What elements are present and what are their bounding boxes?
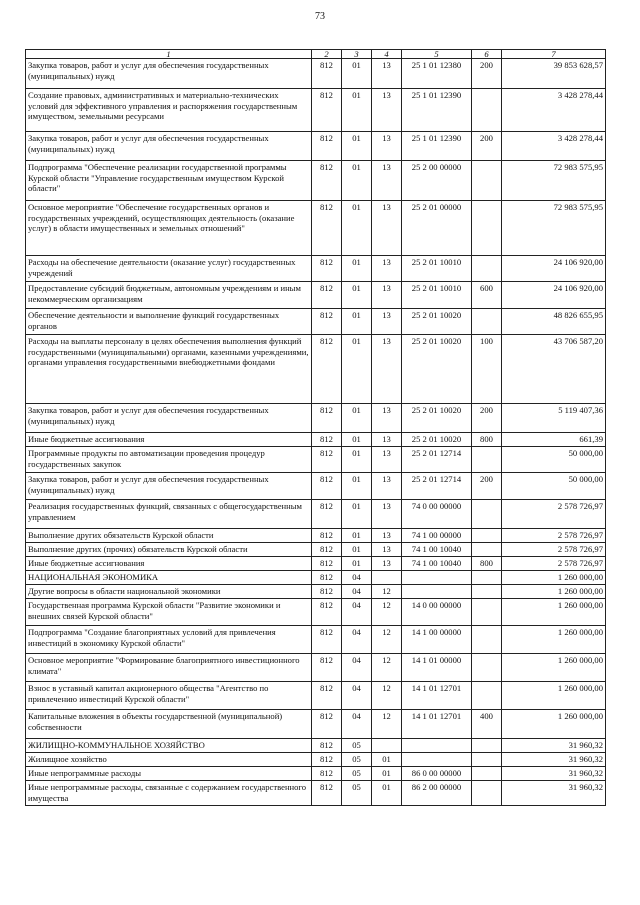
- row-name: Расходы на обеспечение деятельности (оказание услуг) государственных учреждений: [26, 256, 312, 282]
- row-subsection: 01: [372, 767, 402, 781]
- row-target-code: 74 1 00 10040: [402, 557, 472, 571]
- row-subsection: 13: [372, 335, 402, 404]
- table-row: [26, 739, 606, 753]
- table-row: [26, 59, 606, 89]
- row-section: 04: [342, 626, 372, 654]
- table-row: [26, 571, 606, 585]
- row-expense-type: [472, 781, 502, 806]
- row-amount: 2 578 726,97: [502, 557, 606, 571]
- row-admin-code: 812: [312, 309, 342, 335]
- row-name: Основное мероприятие "Формирование благоприятного инвестиционного климата": [26, 654, 312, 682]
- table-row: [26, 781, 606, 806]
- row-admin-code: 812: [312, 500, 342, 529]
- row-admin-code: 812: [312, 781, 342, 806]
- row-amount: 1 260 000,00: [502, 654, 606, 682]
- row-subsection: 13: [372, 201, 402, 256]
- row-section: 05: [342, 739, 372, 753]
- table-row: [26, 473, 606, 500]
- table-row: [26, 557, 606, 571]
- row-section: 04: [342, 585, 372, 599]
- row-amount: 1 260 000,00: [502, 626, 606, 654]
- table-row: [26, 161, 606, 201]
- row-expense-type: [472, 201, 502, 256]
- row-subsection: 13: [372, 473, 402, 500]
- row-amount: 2 578 726,97: [502, 543, 606, 557]
- row-target-code: 25 2 00 00000: [402, 161, 472, 201]
- row-subsection: 13: [372, 433, 402, 447]
- row-name: Подпрограмма "Создание благоприятных условий для привлечения инвестиций в экономику Курской области": [26, 626, 312, 654]
- row-target-code: 25 2 01 10020: [402, 433, 472, 447]
- table-row: [26, 753, 606, 767]
- table-row: [26, 256, 606, 282]
- row-subsection: 12: [372, 626, 402, 654]
- row-expense-type: 200: [472, 404, 502, 433]
- row-expense-type: 200: [472, 473, 502, 500]
- row-target-code: 25 2 01 10020: [402, 404, 472, 433]
- row-section: 05: [342, 781, 372, 806]
- row-target-code: 74 0 00 00000: [402, 500, 472, 529]
- row-subsection: 13: [372, 309, 402, 335]
- table-row: [26, 201, 606, 256]
- row-subsection: 13: [372, 543, 402, 557]
- row-expense-type: [472, 682, 502, 710]
- row-expense-type: [472, 585, 502, 599]
- row-subsection: 13: [372, 132, 402, 161]
- row-name: Иные непрограммные расходы, связанные с содержанием государственного имущества: [26, 781, 312, 806]
- row-admin-code: 812: [312, 571, 342, 585]
- row-target-code: 25 2 01 12714: [402, 473, 472, 500]
- row-section: 05: [342, 767, 372, 781]
- row-section: 01: [342, 309, 372, 335]
- row-subsection: 12: [372, 710, 402, 739]
- row-admin-code: 812: [312, 753, 342, 767]
- table-row: [26, 433, 606, 447]
- row-section: 05: [342, 753, 372, 767]
- row-name: ЖИЛИЩНО-КОММУНАЛЬНОЕ ХОЗЯЙСТВО: [26, 739, 312, 753]
- row-subsection: 13: [372, 404, 402, 433]
- row-name: Создание правовых, административных и материально-технических условий для эффективного управления и распоряжения государственным имуществом, земельными ресурсами: [26, 89, 312, 132]
- row-name: Обеспечение деятельности и выполнение функций государственных органов: [26, 309, 312, 335]
- row-expense-type: [472, 571, 502, 585]
- row-target-code: 25 2 01 10020: [402, 335, 472, 404]
- table-row: [26, 710, 606, 739]
- row-subsection: 13: [372, 256, 402, 282]
- row-target-code: 86 2 00 00000: [402, 781, 472, 806]
- row-subsection: 01: [372, 781, 402, 806]
- row-subsection: 12: [372, 654, 402, 682]
- budget-table: [25, 49, 606, 806]
- row-name: Реализация государственных функций, связанных с общегосударственным управлением: [26, 500, 312, 529]
- row-name: Закупка товаров, работ и услуг для обеспечения государственных (муниципальных) нужд: [26, 59, 312, 89]
- row-target-code: 25 1 01 12380: [402, 59, 472, 89]
- row-target-code: 14 1 01 00000: [402, 654, 472, 682]
- row-expense-type: 400: [472, 710, 502, 739]
- table-header-row: [26, 50, 606, 59]
- row-expense-type: [472, 309, 502, 335]
- row-subsection: [372, 739, 402, 753]
- row-admin-code: 812: [312, 433, 342, 447]
- row-admin-code: 812: [312, 710, 342, 739]
- row-admin-code: 812: [312, 739, 342, 753]
- row-subsection: 13: [372, 59, 402, 89]
- row-name: Закупка товаров, работ и услуг для обеспечения государственных (муниципальных) нужд: [26, 473, 312, 500]
- row-admin-code: 812: [312, 529, 342, 543]
- row-section: 01: [342, 282, 372, 309]
- col-header-5: 5: [402, 50, 472, 59]
- table-row: [26, 543, 606, 557]
- row-name: Иные бюджетные ассигнования: [26, 433, 312, 447]
- row-amount: 31 960,32: [502, 739, 606, 753]
- row-target-code: 25 2 01 12714: [402, 447, 472, 473]
- col-header-6: 6: [472, 50, 502, 59]
- row-expense-type: 100: [472, 335, 502, 404]
- row-section: 01: [342, 433, 372, 447]
- row-section: 01: [342, 473, 372, 500]
- row-target-code: 25 2 01 00000: [402, 201, 472, 256]
- row-name: Иные непрограммные расходы: [26, 767, 312, 781]
- table-row: [26, 767, 606, 781]
- row-expense-type: [472, 543, 502, 557]
- row-admin-code: 812: [312, 404, 342, 433]
- row-amount: 2 578 726,97: [502, 500, 606, 529]
- row-expense-type: [472, 599, 502, 626]
- row-expense-type: [472, 739, 502, 753]
- row-admin-code: 812: [312, 626, 342, 654]
- row-amount: 24 106 920,00: [502, 282, 606, 309]
- row-subsection: 13: [372, 500, 402, 529]
- row-name: Расходы на выплаты персоналу в целях обеспечения выполнения функций государственными (муниципальными) органами, казенными учреждениями, органами управления государственными внебюджетными фондами: [26, 335, 312, 404]
- row-name: Взнос в уставный капитал акционерного общества "Агентство по привлечению инвестиций Курской области": [26, 682, 312, 710]
- row-section: 01: [342, 500, 372, 529]
- row-amount: 48 826 655,95: [502, 309, 606, 335]
- row-name: Выполнение других обязательств Курской области: [26, 529, 312, 543]
- table-row: [26, 335, 606, 404]
- row-expense-type: [472, 500, 502, 529]
- row-target-code: [402, 739, 472, 753]
- row-amount: 661,39: [502, 433, 606, 447]
- row-amount: 1 260 000,00: [502, 710, 606, 739]
- row-target-code: 74 1 00 00000: [402, 529, 472, 543]
- row-expense-type: [472, 767, 502, 781]
- row-amount: 43 706 587,20: [502, 335, 606, 404]
- row-admin-code: 812: [312, 557, 342, 571]
- col-header-7: 7: [502, 50, 606, 59]
- row-expense-type: [472, 161, 502, 201]
- row-amount: 31 960,32: [502, 753, 606, 767]
- row-name: Подпрограмма "Обеспечение реализации государственной программы Курской области "Управление государственным имуществом Курской области": [26, 161, 312, 201]
- row-name: Закупка товаров, работ и услуг для обеспечения государственных (муниципальных) нужд: [26, 132, 312, 161]
- row-admin-code: 812: [312, 473, 342, 500]
- row-name: Капитальные вложения в объекты государственной (муниципальной) собственности: [26, 710, 312, 739]
- row-subsection: 12: [372, 682, 402, 710]
- table-row: [26, 404, 606, 433]
- table-row: [26, 309, 606, 335]
- row-section: 01: [342, 161, 372, 201]
- row-target-code: 25 1 01 12390: [402, 132, 472, 161]
- row-expense-type: [472, 654, 502, 682]
- table-row: [26, 282, 606, 309]
- row-admin-code: 812: [312, 201, 342, 256]
- row-target-code: [402, 571, 472, 585]
- row-expense-type: [472, 626, 502, 654]
- row-expense-type: 600: [472, 282, 502, 309]
- row-expense-type: [472, 529, 502, 543]
- row-name: Государственная программа Курской области "Развитие экономики и внешних связей Курской области": [26, 599, 312, 626]
- row-subsection: 01: [372, 753, 402, 767]
- row-name: Предоставление субсидий бюджетным, автономным учреждениям и иным некоммерческим организациям: [26, 282, 312, 309]
- row-amount: 31 960,32: [502, 781, 606, 806]
- row-expense-type: 200: [472, 132, 502, 161]
- row-section: 04: [342, 571, 372, 585]
- row-amount: 3 428 278,44: [502, 89, 606, 132]
- col-header-1: 1: [26, 50, 312, 59]
- row-target-code: [402, 753, 472, 767]
- row-section: 04: [342, 599, 372, 626]
- row-subsection: 13: [372, 447, 402, 473]
- row-section: 01: [342, 557, 372, 571]
- row-target-code: 14 1 01 12701: [402, 710, 472, 739]
- row-target-code: 14 0 00 00000: [402, 599, 472, 626]
- row-target-code: 74 1 00 10040: [402, 543, 472, 557]
- table-row: [26, 447, 606, 473]
- row-section: 01: [342, 89, 372, 132]
- row-name: Выполнение других (прочих) обязательств Курской области: [26, 543, 312, 557]
- row-section: 01: [342, 447, 372, 473]
- row-admin-code: 812: [312, 335, 342, 404]
- row-section: 04: [342, 654, 372, 682]
- col-header-2: 2: [312, 50, 342, 59]
- table-row: [26, 529, 606, 543]
- row-name: Иные бюджетные ассигнования: [26, 557, 312, 571]
- row-section: 01: [342, 59, 372, 89]
- row-subsection: [372, 571, 402, 585]
- page-number: 73: [315, 11, 325, 22]
- table-row: [26, 585, 606, 599]
- row-admin-code: 812: [312, 256, 342, 282]
- row-subsection: 13: [372, 282, 402, 309]
- row-expense-type: 800: [472, 433, 502, 447]
- row-subsection: 13: [372, 89, 402, 132]
- row-name: Другие вопросы в области национальной экономики: [26, 585, 312, 599]
- row-expense-type: [472, 447, 502, 473]
- row-target-code: 25 2 01 10020: [402, 309, 472, 335]
- table-row: [26, 500, 606, 529]
- col-header-3: 3: [342, 50, 372, 59]
- row-expense-type: 800: [472, 557, 502, 571]
- row-admin-code: 812: [312, 282, 342, 309]
- row-admin-code: 812: [312, 585, 342, 599]
- row-target-code: 86 0 00 00000: [402, 767, 472, 781]
- table-row: [26, 626, 606, 654]
- row-name: НАЦИОНАЛЬНАЯ ЭКОНОМИКА: [26, 571, 312, 585]
- row-target-code: 25 2 01 10010: [402, 256, 472, 282]
- row-section: 01: [342, 543, 372, 557]
- row-subsection: 13: [372, 161, 402, 201]
- row-admin-code: 812: [312, 599, 342, 626]
- row-name: Основное мероприятие "Обеспечение государственных органов и государственных учреждений, осуществляющих деятельность (оказание услуг) в области имущественных и земельных отношений": [26, 201, 312, 256]
- row-expense-type: [472, 89, 502, 132]
- row-target-code: 14 1 00 00000: [402, 626, 472, 654]
- row-admin-code: 812: [312, 132, 342, 161]
- row-amount: 24 106 920,00: [502, 256, 606, 282]
- row-name: Закупка товаров, работ и услуг для обеспечения государственных (муниципальных) нужд: [26, 404, 312, 433]
- row-amount: 1 260 000,00: [502, 585, 606, 599]
- row-subsection: 13: [372, 557, 402, 571]
- row-section: 01: [342, 256, 372, 282]
- row-admin-code: 812: [312, 543, 342, 557]
- row-subsection: 12: [372, 585, 402, 599]
- row-amount: 72 983 575,95: [502, 161, 606, 201]
- row-target-code: 14 1 01 12701: [402, 682, 472, 710]
- row-name: Программные продукты по автоматизации проведения процедур государственных закупок: [26, 447, 312, 473]
- row-section: 01: [342, 335, 372, 404]
- table-row: [26, 599, 606, 626]
- row-amount: 1 260 000,00: [502, 571, 606, 585]
- row-subsection: 12: [372, 599, 402, 626]
- row-section: 04: [342, 682, 372, 710]
- row-amount: 50 000,00: [502, 447, 606, 473]
- row-expense-type: [472, 256, 502, 282]
- row-admin-code: 812: [312, 654, 342, 682]
- row-amount: 1 260 000,00: [502, 682, 606, 710]
- table-row: [26, 654, 606, 682]
- row-admin-code: 812: [312, 447, 342, 473]
- row-target-code: 25 2 01 10010: [402, 282, 472, 309]
- row-amount: 2 578 726,97: [502, 529, 606, 543]
- row-target-code: [402, 585, 472, 599]
- table-row: [26, 682, 606, 710]
- row-amount: 31 960,32: [502, 767, 606, 781]
- row-amount: 50 000,00: [502, 473, 606, 500]
- row-section: 01: [342, 132, 372, 161]
- row-admin-code: 812: [312, 59, 342, 89]
- row-section: 01: [342, 404, 372, 433]
- row-amount: 72 983 575,95: [502, 201, 606, 256]
- row-amount: 39 853 628,57: [502, 59, 606, 89]
- col-header-4: 4: [372, 50, 402, 59]
- row-amount: 1 260 000,00: [502, 599, 606, 626]
- table-row: [26, 132, 606, 161]
- row-amount: 3 428 278,44: [502, 132, 606, 161]
- row-subsection: 13: [372, 529, 402, 543]
- row-expense-type: 200: [472, 59, 502, 89]
- row-section: 01: [342, 201, 372, 256]
- table-row: [26, 89, 606, 132]
- row-section: 01: [342, 529, 372, 543]
- row-section: 04: [342, 710, 372, 739]
- row-target-code: 25 1 01 12390: [402, 89, 472, 132]
- row-admin-code: 812: [312, 161, 342, 201]
- row-admin-code: 812: [312, 767, 342, 781]
- row-admin-code: 812: [312, 682, 342, 710]
- row-amount: 5 119 407,36: [502, 404, 606, 433]
- row-name: Жилищное хозяйство: [26, 753, 312, 767]
- row-expense-type: [472, 753, 502, 767]
- row-admin-code: 812: [312, 89, 342, 132]
